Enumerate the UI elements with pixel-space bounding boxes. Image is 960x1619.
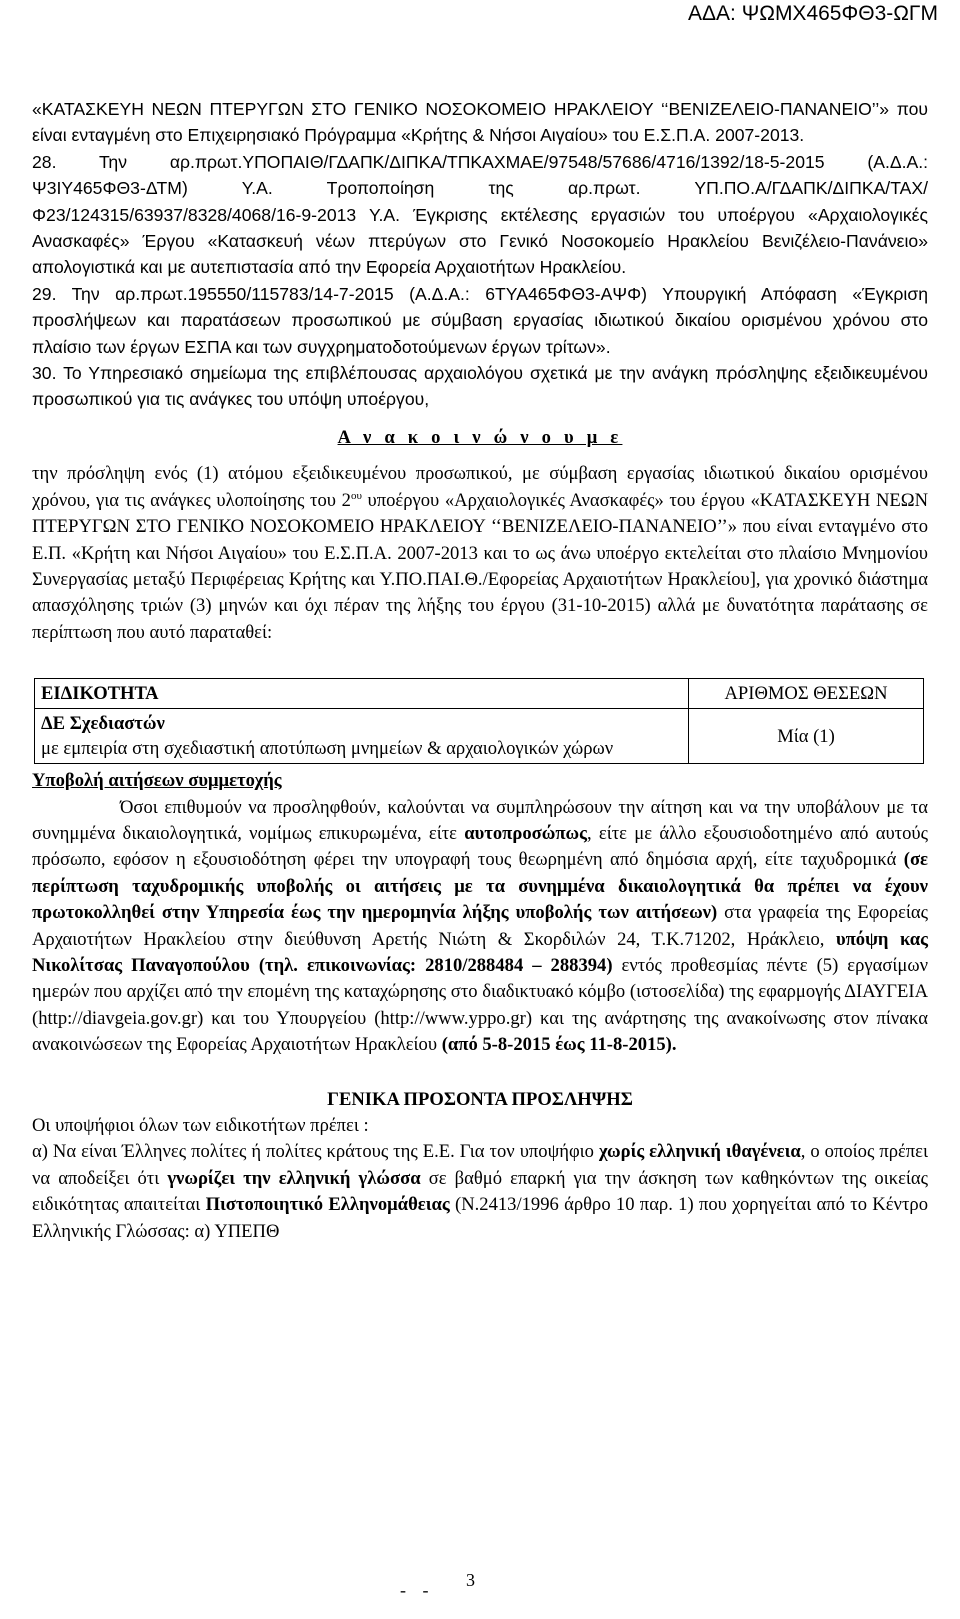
positions-table — [34, 678, 924, 764]
table-row — [35, 709, 924, 764]
specialty-description: με εμπειρία στη σχεδιαστική αποτύπωση μνημείων & αρχαιολογικών χώρων — [41, 738, 614, 760]
general-qualifications-title: ΓΕΝΙΚΑ ΠΡΟΣΟΝΤΑ ΠΡΟΣΛΗΨΗΣ — [327, 1088, 633, 1110]
document-body — [32, 96, 928, 1245]
page-number: 3 — [466, 1570, 475, 1590]
announce-heading: Α ν α κ ο ι ν ώ ν ο υ μ ε — [337, 426, 623, 448]
announce-body: την πρόσληψη ενός (1) ατόμου εξειδικευμένου προσωπικού, με σύμβαση εργασίας ιδιωτικού δικαίου ορισμένου χρόνου, για τις ανάγκες υλοποίησης του $2^{o\upsilon}$ υποέργου «Αρχαιολογικές Ανασκαφές» του έργου «ΚΑΤΑΣΚΕΥΗ ΝΕΩΝ ΠΤΕΡΥΓΩΝ ΣΤΟ ΓΕΝΙΚΟ ΝΟΣΟΚΟΜΕΙΟ ΗΡΑΚΛΕΙΟΥ ‘‘ΒΕΝΙΖΕΛΕΙΟ-ΠΑΝΑΝΕΙΟ’’» που είναι ενταγμένο στο Ε.Π. «Κρήτη και Νήσοι Αιγαίου» του Ε.Σ.Π.Α. 2007-2013 και το ως άνω υποέργο εκτελείται στο πλαίσιο Μνημονίου Συνεργασίας μεταξύ Περιφέρειας Κρήτης και Υ.ΠΟ.ΠΑΙ.Θ./Εφορείας Αρχαιοτήτων Ηρακλείου], για χρονικό διάστημα απασχόλησης τριών (3) μηνών και όχι πέραν της λήξης του έργου (31-10-2015) αλλά με δυνατότητα παράτασης σε περίπτωση που αυτό παραταθεί: — [32, 463, 928, 643]
specialty-title: ΔΕ Σχεδιαστών — [41, 713, 165, 735]
submission-title: Υποβολή αιτήσεων συμμετοχής — [32, 770, 282, 792]
positions-count-header: ΑΡΙΘΜΟΣ ΘΕΣΕΩΝ — [689, 679, 924, 709]
item-29: 29. Την αρ.πρωτ.195550/115783/14-7-2015 (Α.Δ.Α.: 6ΤΥΑ465ΦΘ3-ΑΨΦ) Υπουργική Απόφαση «Έγκριση προσλήψεων και παρατάσεων προσωπικού με σύμβαση εργασίας ιδιωτικού δικαίου ορισμένου χρόνου στο πλαίσιο των έργων ΕΣΠΑ και των συγχρηματοδοτούμενων έργων τρίτων». — [32, 283, 928, 357]
project-paragraph: «ΚΑΤΑΣΚΕΥΗ ΝΕΩΝ ΠΤΕΡΥΓΩΝ ΣΤΟ ΓΕΝΙΚΟ ΝΟΣΟΚΟΜΕΙΟ ΗΡΑΚΛΕΙΟΥ ‘‘ΒΕΝΙΖΕΛΕΙΟ-ΠΑΝΑΝΕΙΟ’’» που είναι ενταγμένη στο Επιχειρησιακό Πρόγραμμα «Κρήτης & Νήσοι Αιγαίου» του Ε.Σ.Π.Α. 2007-2013. — [32, 99, 928, 146]
item-28: 28. Την αρ.πρωτ.ΥΠΟΠΑΙΘ/ΓΔΑΠΚ/ΔΙΠΚΑ/ΤΠΚΑΧΜΑΕ/97548/57686/4716/1392/18-5-2015 (Α.Δ.Α.: Ψ3ΙΥ465ΦΘ3-ΔΤΜ) Υ.Α. Τροποποίηση της αρ.πρωτ. ΥΠ.ΠΟ.Α/ΓΔΑΠΚ/ΔΙΠΚΑ/ΤΑΧ/Φ23/124315/63937/8328/4068/16-9-2013 Υ.Α. Έγκρισης εκτέλεσης εργασιών του υποέργου «Αρχαιολογικές Ανασκαφές» Έργου «Κατασκευή νέων πτερύγων στο Γενικό Νοσοκομείο Ηρακλείου Βενιζέλειο-Πανάνειο» απολογιστικά και με αυτεπιστασία από την Εφορεία Αρχαιοτήτων Ηρακλείου. — [32, 151, 928, 278]
general-item-a: α) Να είναι Έλληνες πολίτες ή πολίτες κράτους της Ε.Ε. Για τον υποψήφιο χωρίς ελληνική ιθαγένεια, ο οποίος πρέπει να αποδείξει ότι γνωρίζει την ελληνική γλώσσα σε βαθμό επαρκή για την άσκηση των καθηκόντων της οικείας ειδικότητας απαιτείται Πιστοποιητικό Ελληνομάθειας (Ν.2413/1996 άρθρο 10 παρ. 1) που χορηγείται από το Κέντρο Ελληνικής Γλώσσας: α) ΥΠΕΠΘ — [32, 1141, 929, 1242]
ada-code: ΑΔΑ: ΨΩΜΧ465ΦΘ3-ΩΓΜ — [687, 2, 938, 25]
item-30: 30. Το Υπηρεσιακό σημείωμα της επιβλέπουσας αρχαιολόγου σχετικά με την ανάγκη πρόσληψης εξειδικευμένου προσωπικού για τις ανάγκες του υπόψη υποέργου, — [32, 363, 928, 410]
general-lead: Οι υποψήφιοι όλων των ειδικοτήτων πρέπει : — [32, 1115, 369, 1136]
table-header-row — [35, 679, 924, 709]
specialty-header: ΕΙΔΙΚΟΤΗΤΑ — [35, 679, 689, 709]
specialty-cell — [35, 709, 689, 764]
positions-count-cell: Μία (1) — [689, 709, 924, 764]
submission-paragraph: Όσοι επιθυμούν να προσληφθούν, καλούνται να συμπληρώσουν την αίτηση και να την υποβάλουν με τα συνημμένα δικαιολογητικά, νομίμως επικυρωμένα, είτε αυτοπροσώπως, είτε με άλλο εξουσιοδοτημένο από αυτούς πρόσωπο, εφόσον η εξουσιοδότηση φέρει την υπογραφή τους θεωρημένη από δημόσια αρχή, είτε ταχυδρομικά (σε περίπτωση ταχυδρομικής υποβολής οι αιτήσεις με τα συνημμένα δικαιολογητικά θα πρέπει να έχουν πρωτοκολληθεί στην Υπηρεσία έως την ημερομηνία λήξης υποβολής των αιτήσεων) στα γραφεία της Εφορείας Αρχαιοτήτων Ηρακλείου στην διεύθυνση Αρετής Νιώτη & Σκορδιλών 24, Τ.Κ.71202, Ηράκλειο, υπόψη κας Νικολίτσας Παναγοπούλου (τηλ. επικοινωνίας: 2810/288484 – 288394) εντός προθεσμίας πέντε (5) εργασίμων ημερών που αρχίζει από την επομένη της καταχώρησης στο διαδικτυακό κόμβο (ιστοσελίδα) της εφαρμογής ΔΙΑΥΓΕΙΑ (http://diavgeia.gov.gr) και του Υπουργείου (http://www.yppo.gr) και της ανάρτησης της ανακοίνωσης στον πίνακα ανακοινώσεων της Εφορείας Αρχαιοτήτων Ηρακλείου (από 5-8-2015 έως 11-8-2015). — [32, 796, 929, 1056]
footer-dashes: - - — [400, 1580, 435, 1600]
ordinal-superscript: ου — [350, 489, 362, 502]
